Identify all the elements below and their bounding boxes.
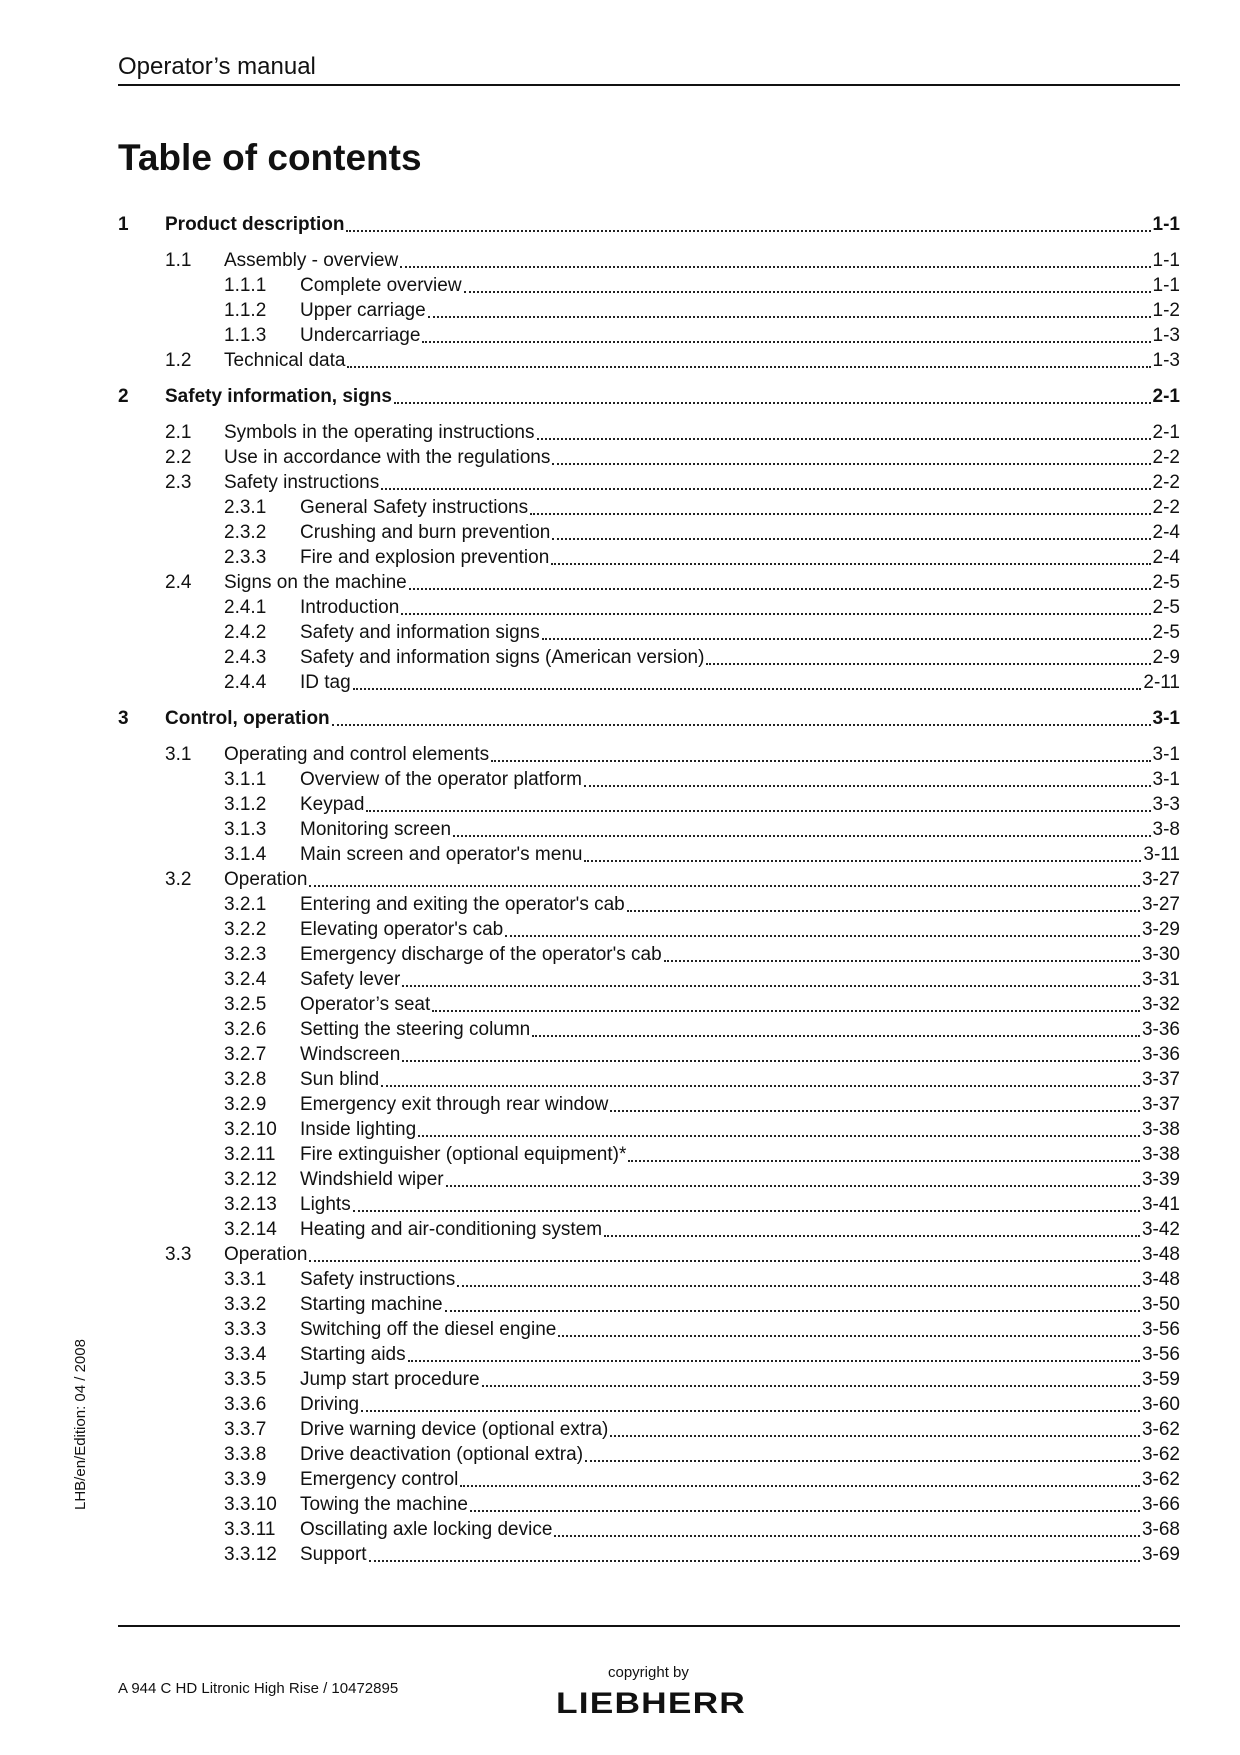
toc-number: 1.1.2	[224, 300, 267, 321]
toc-entry[interactable]	[118, 273, 1180, 298]
toc-page-number: 3-37	[1141, 1094, 1180, 1115]
toc-number: 3.1.4	[224, 844, 267, 865]
toc-leader	[409, 570, 1151, 590]
toc-leader	[400, 248, 1150, 268]
toc-number: 2.2	[165, 447, 192, 468]
header-title: Operator’s manual	[118, 53, 316, 80]
toc-number: 3.3.10	[224, 1494, 277, 1515]
toc-leader	[309, 1242, 1140, 1262]
toc-number: 3.2.12	[224, 1169, 277, 1190]
toc-label: Safety and information signs (American version)	[300, 647, 705, 668]
toc-page-number: 3-68	[1141, 1519, 1180, 1540]
toc-number: 3.1.2	[224, 794, 267, 815]
toc-leader	[353, 670, 1142, 690]
toc-page-number: 3-29	[1141, 919, 1180, 940]
toc-leader	[505, 917, 1140, 937]
toc-leader	[585, 1442, 1140, 1462]
toc-page-number: 2-4	[1152, 522, 1180, 543]
toc-entry[interactable]	[118, 520, 1180, 545]
page-header	[118, 52, 1180, 86]
toc-label: Operation	[224, 1244, 308, 1265]
logo-text: LIEBHERR	[556, 1688, 746, 1716]
toc-page-number: 2-9	[1152, 647, 1180, 668]
footer-document-id: A 944 C HD Litronic High Rise / 10472895	[118, 1680, 399, 1697]
toc-leader	[361, 1392, 1140, 1412]
toc-leader	[332, 706, 1151, 726]
toc-page-number: 3-27	[1141, 869, 1180, 890]
toc-number: 1.1.3	[224, 325, 267, 346]
toc-entry[interactable]	[118, 992, 1180, 1017]
toc-label: Starting aids	[300, 1344, 406, 1365]
toc-entry[interactable]	[118, 767, 1180, 792]
toc-entry[interactable]	[118, 967, 1180, 992]
toc-label: Undercarriage	[300, 325, 421, 346]
toc-leader	[610, 1092, 1140, 1112]
toc-page-number: 2-4	[1152, 547, 1180, 568]
toc-entry[interactable]	[118, 1017, 1180, 1042]
toc-page-number: 3-48	[1141, 1244, 1180, 1265]
toc-chapter[interactable]	[118, 706, 1180, 731]
toc-number: 2.4.2	[224, 622, 267, 643]
toc-leader	[470, 1492, 1140, 1512]
toc-entry[interactable]	[118, 1317, 1180, 1342]
toc-number: 2.4.3	[224, 647, 267, 668]
toc-page-number: 3-56	[1141, 1319, 1180, 1340]
toc-label: Use in accordance with the regulations	[224, 447, 551, 468]
toc-leader	[558, 1317, 1140, 1337]
toc-number: 3.2.4	[224, 969, 267, 990]
toc-label: Operator’s seat	[300, 994, 431, 1015]
toc-label: Drive deactivation (optional extra)	[300, 1444, 584, 1465]
footer-copyright: copyright by	[608, 1664, 689, 1681]
toc-page-number: 3-1	[1152, 769, 1180, 790]
toc-page-number: 2-1	[1152, 386, 1180, 407]
toc-number: 3.2.9	[224, 1094, 267, 1115]
toc-leader	[445, 1292, 1140, 1312]
toc-number: 3.2.3	[224, 944, 267, 965]
toc-leader	[706, 645, 1150, 665]
toc-page-number: 2-2	[1152, 447, 1180, 468]
toc-page-number: 3-31	[1141, 969, 1180, 990]
toc-entry[interactable]	[118, 1417, 1180, 1442]
toc-entry[interactable]	[118, 842, 1180, 867]
toc-label: Main screen and operator's menu	[300, 844, 583, 865]
toc-label: General Safety instructions	[300, 497, 529, 518]
toc-entry[interactable]	[118, 1217, 1180, 1242]
toc-label: Safety information, signs	[165, 386, 392, 407]
toc-label: Operation	[224, 869, 308, 890]
toc-entry[interactable]	[118, 420, 1180, 445]
toc-leader	[457, 1267, 1140, 1287]
toc-number: 3.2.2	[224, 919, 267, 940]
toc-leader	[664, 942, 1140, 962]
toc-leader	[554, 1517, 1140, 1537]
toc-label: Support	[300, 1544, 367, 1565]
toc-entry[interactable]	[118, 867, 1180, 892]
toc-entry[interactable]	[118, 1517, 1180, 1542]
toc-entry[interactable]	[118, 1092, 1180, 1117]
toc-label: Safety instructions	[224, 472, 380, 493]
toc-page-number: 3-62	[1141, 1444, 1180, 1465]
toc-leader	[453, 817, 1151, 837]
toc-leader	[446, 1167, 1140, 1187]
toc-number: 2.3	[165, 472, 192, 493]
toc-page-number: 3-11	[1143, 844, 1180, 865]
toc-chapter[interactable]	[118, 384, 1180, 409]
toc-label: Switching off the diesel engine	[300, 1319, 557, 1340]
toc-page-number: 3-62	[1141, 1469, 1180, 1490]
toc-leader	[628, 1142, 1140, 1162]
toc-page-number: 3-62	[1141, 1419, 1180, 1440]
toc-number: 3.3.11	[224, 1519, 276, 1540]
toc-entry[interactable]	[118, 298, 1180, 323]
toc-number: 3.3	[165, 1244, 192, 1265]
toc-page-number: 3-56	[1141, 1344, 1180, 1365]
toc-leader	[381, 1067, 1140, 1087]
toc-page-number: 3-60	[1141, 1394, 1180, 1415]
toc-label: ID tag	[300, 672, 351, 693]
toc-number: 3.2.1	[224, 894, 267, 915]
toc-number: 3.2.10	[224, 1119, 277, 1140]
toc-page-number: 2-2	[1152, 472, 1180, 493]
toc-leader	[542, 620, 1151, 640]
toc-entry[interactable]	[118, 348, 1180, 373]
toc-entry[interactable]	[118, 323, 1180, 348]
toc-page-number: 1-2	[1152, 300, 1180, 321]
toc-entry[interactable]	[118, 1242, 1180, 1267]
toc-entry[interactable]	[118, 942, 1180, 967]
toc-leader	[532, 1017, 1140, 1037]
toc-label: Complete overview	[300, 275, 462, 296]
toc-label: Operating and control elements	[224, 744, 490, 765]
toc-leader	[402, 967, 1140, 987]
toc-label: Safety instructions	[300, 1269, 456, 1290]
toc-leader	[346, 212, 1150, 232]
toc-page-number: 1-3	[1152, 325, 1180, 346]
toc-leader	[408, 1342, 1140, 1362]
toc-page-number: 2-5	[1152, 622, 1180, 643]
toc-number: 1.1.1	[224, 275, 267, 296]
toc-number: 2.3.3	[224, 547, 267, 568]
toc-entry[interactable]	[118, 445, 1180, 470]
toc-number: 2.3.1	[224, 497, 267, 518]
toc-number: 3.1.1	[224, 769, 267, 790]
toc-leader	[394, 384, 1151, 404]
toc-number: 3.2.8	[224, 1069, 267, 1090]
toc-leader	[552, 445, 1150, 465]
liebherr-logo	[554, 1688, 748, 1716]
toc-number: 2.3.2	[224, 522, 267, 543]
toc-page-number: 2-1	[1152, 422, 1180, 443]
toc-page-number: 3-32	[1141, 994, 1180, 1015]
toc-number: 2.1	[165, 422, 192, 443]
toc-entry[interactable]	[118, 792, 1180, 817]
toc-entry[interactable]	[118, 595, 1180, 620]
toc-entry[interactable]	[118, 670, 1180, 695]
toc-label: Windscreen	[300, 1044, 401, 1065]
toc-entry[interactable]	[118, 917, 1180, 942]
toc-page-number: 3-37	[1141, 1069, 1180, 1090]
toc-label: Product description	[165, 214, 345, 235]
toc-label: Setting the steering column	[300, 1019, 531, 1040]
toc-label: Starting machine	[300, 1294, 443, 1315]
toc-entry[interactable]	[118, 1342, 1180, 1367]
footer-divider	[118, 1625, 1180, 1627]
toc-leader	[381, 470, 1150, 490]
toc-leader	[530, 495, 1150, 515]
toc-number: 2.4.1	[224, 597, 267, 618]
toc-number: 3.2.14	[224, 1219, 277, 1240]
toc-leader	[366, 792, 1150, 812]
toc-label: Control, operation	[165, 708, 330, 729]
toc-label: Entering and exiting the operator's cab	[300, 894, 625, 915]
toc-label: Safety and information signs	[300, 622, 540, 643]
toc-label: Emergency control	[300, 1469, 459, 1490]
toc-page-number: 3-30	[1141, 944, 1180, 965]
toc-entry[interactable]	[118, 742, 1180, 767]
page-title: Table of contents	[118, 137, 422, 178]
toc-label: Jump start procedure	[300, 1369, 480, 1390]
toc-entry[interactable]	[118, 1192, 1180, 1217]
toc-entry[interactable]	[118, 1492, 1180, 1517]
toc-leader	[309, 867, 1140, 887]
toc-number: 3.3.12	[224, 1544, 277, 1565]
toc-label: Technical data	[224, 350, 346, 371]
toc-page-number: 1-1	[1152, 214, 1180, 235]
toc-label: Introduction	[300, 597, 400, 618]
toc-page-number: 3-3	[1152, 794, 1180, 815]
toc-number: 3.2	[165, 869, 192, 890]
toc-number: 3.2.13	[224, 1194, 277, 1215]
toc-page-number: 3-66	[1141, 1494, 1180, 1515]
toc-number: 3.3.5	[224, 1369, 267, 1390]
toc-label: Windshield wiper	[300, 1169, 444, 1190]
toc-entry[interactable]	[118, 1442, 1180, 1467]
toc-number: 1.1	[165, 250, 192, 271]
toc-number: 1	[118, 214, 129, 235]
toc-label: Signs on the machine	[224, 572, 407, 593]
toc-page-number: 2-5	[1152, 572, 1180, 593]
toc-label: Driving	[300, 1394, 360, 1415]
toc-entry[interactable]	[118, 1467, 1180, 1492]
toc-label: Safety lever	[300, 969, 401, 990]
toc-page-number: 3-59	[1141, 1369, 1180, 1390]
toc-label: Fire and explosion prevention	[300, 547, 550, 568]
toc-number: 3.3.2	[224, 1294, 267, 1315]
toc-leader	[402, 1042, 1140, 1062]
toc-leader	[604, 1217, 1140, 1237]
toc-chapter[interactable]	[118, 212, 1180, 237]
toc-entry[interactable]	[118, 1267, 1180, 1292]
toc-label: Symbols in the operating instructions	[224, 422, 535, 443]
toc-page-number: 1-3	[1152, 350, 1180, 371]
toc-entry[interactable]	[118, 645, 1180, 670]
toc-label: Sun blind	[300, 1069, 380, 1090]
edition-label: LHB/en/Edition: 04 / 2008	[72, 1339, 89, 1510]
toc-page-number: 3-1	[1152, 708, 1180, 729]
toc-label: Towing the machine	[300, 1494, 468, 1515]
toc-number: 3.2.11	[224, 1144, 276, 1165]
toc-entry[interactable]	[118, 892, 1180, 917]
toc-number: 3.2.5	[224, 994, 267, 1015]
toc-entry[interactable]	[118, 1367, 1180, 1392]
toc-label: Drive warning device (optional extra)	[300, 1419, 609, 1440]
toc-number: 3.3.1	[224, 1269, 267, 1290]
toc-entry[interactable]	[118, 1542, 1180, 1567]
toc-number: 3.2.7	[224, 1044, 267, 1065]
toc-number: 3.3.6	[224, 1394, 267, 1415]
toc-leader	[552, 520, 1150, 540]
toc-leader	[482, 1367, 1140, 1387]
toc-page-number: 2-5	[1152, 597, 1180, 618]
toc-number: 3.3.7	[224, 1419, 267, 1440]
toc-page-number: 3-36	[1141, 1044, 1180, 1065]
toc-label: Emergency exit through rear window	[300, 1094, 609, 1115]
toc-number: 3.3.8	[224, 1444, 267, 1465]
toc-label: Emergency discharge of the operator's cab	[300, 944, 662, 965]
toc-page-number: 1-1	[1152, 275, 1180, 296]
toc-leader	[537, 420, 1151, 440]
toc-page-number: 3-69	[1141, 1544, 1180, 1565]
toc-page-number: 3-38	[1141, 1119, 1180, 1140]
toc-label: Lights	[300, 1194, 351, 1215]
toc-page-number: 3-42	[1141, 1219, 1180, 1240]
toc-leader	[551, 545, 1150, 565]
toc-number: 2.4.4	[224, 672, 267, 693]
toc-page-number: 3-48	[1141, 1269, 1180, 1290]
toc-label: Overview of the operator platform	[300, 769, 582, 790]
toc-number: 3.3.3	[224, 1319, 267, 1340]
toc-entry[interactable]	[118, 495, 1180, 520]
toc-label: Elevating operator's cab	[300, 919, 504, 940]
toc-entry[interactable]	[118, 470, 1180, 495]
toc-label: Upper carriage	[300, 300, 426, 321]
toc-page-number: 3-50	[1141, 1294, 1180, 1315]
toc-page-number: 3-38	[1141, 1144, 1180, 1165]
toc-label: Keypad	[300, 794, 365, 815]
toc-number: 3.3.4	[224, 1344, 267, 1365]
toc-number: 3.1.3	[224, 819, 267, 840]
toc-page-number: 3-41	[1141, 1194, 1180, 1215]
toc-label: Monitoring screen	[300, 819, 452, 840]
toc-label: Heating and air-conditioning system	[300, 1219, 603, 1240]
toc-entry[interactable]	[118, 570, 1180, 595]
toc-page-number: 2-11	[1143, 672, 1180, 693]
toc-leader	[432, 992, 1140, 1012]
toc-number: 3.3.9	[224, 1469, 267, 1490]
toc-entry[interactable]	[118, 620, 1180, 645]
toc-leader	[369, 1542, 1140, 1562]
toc-leader	[353, 1192, 1140, 1212]
toc-leader	[610, 1417, 1140, 1437]
toc-entry[interactable]	[118, 817, 1180, 842]
toc-leader	[460, 1467, 1140, 1487]
toc-leader	[464, 273, 1151, 293]
toc-leader	[491, 742, 1150, 762]
toc-label: Assembly - overview	[224, 250, 399, 271]
toc-number: 2	[118, 386, 129, 407]
toc-leader	[584, 842, 1141, 862]
toc-label: Crushing and burn prevention	[300, 522, 551, 543]
toc-page-number: 3-1	[1152, 744, 1180, 765]
toc-entry[interactable]	[118, 1117, 1180, 1142]
toc-entry[interactable]	[118, 545, 1180, 570]
toc-entry[interactable]	[118, 1142, 1180, 1167]
toc-page-number: 3-27	[1141, 894, 1180, 915]
toc-page-number: 3-8	[1152, 819, 1180, 840]
toc-page-number: 1-1	[1152, 250, 1180, 271]
toc-page-number: 3-39	[1141, 1169, 1180, 1190]
toc-leader	[627, 892, 1140, 912]
toc-label: Oscillating axle locking device	[300, 1519, 553, 1540]
toc-entry[interactable]	[118, 1042, 1180, 1067]
toc-leader	[347, 348, 1150, 368]
toc-label: Inside lighting	[300, 1119, 417, 1140]
toc-leader	[422, 323, 1150, 343]
toc-leader	[428, 298, 1151, 318]
table-of-contents	[118, 212, 1180, 1567]
toc-leader	[584, 767, 1151, 787]
toc-entry[interactable]	[118, 248, 1180, 273]
toc-page-number: 2-2	[1152, 497, 1180, 518]
toc-entry[interactable]	[118, 1067, 1180, 1092]
toc-page-number: 3-36	[1141, 1019, 1180, 1040]
toc-label: Fire extinguisher (optional equipment)*	[300, 1144, 627, 1165]
toc-entry[interactable]	[118, 1292, 1180, 1317]
toc-entry[interactable]	[118, 1392, 1180, 1417]
toc-entry[interactable]	[118, 1167, 1180, 1192]
toc-number: 1.2	[165, 350, 192, 371]
toc-number: 3.1	[165, 744, 192, 765]
toc-number: 2.4	[165, 572, 192, 593]
toc-leader	[401, 595, 1150, 615]
toc-number: 3.2.6	[224, 1019, 267, 1040]
toc-leader	[418, 1117, 1140, 1137]
toc-number: 3	[118, 708, 129, 729]
